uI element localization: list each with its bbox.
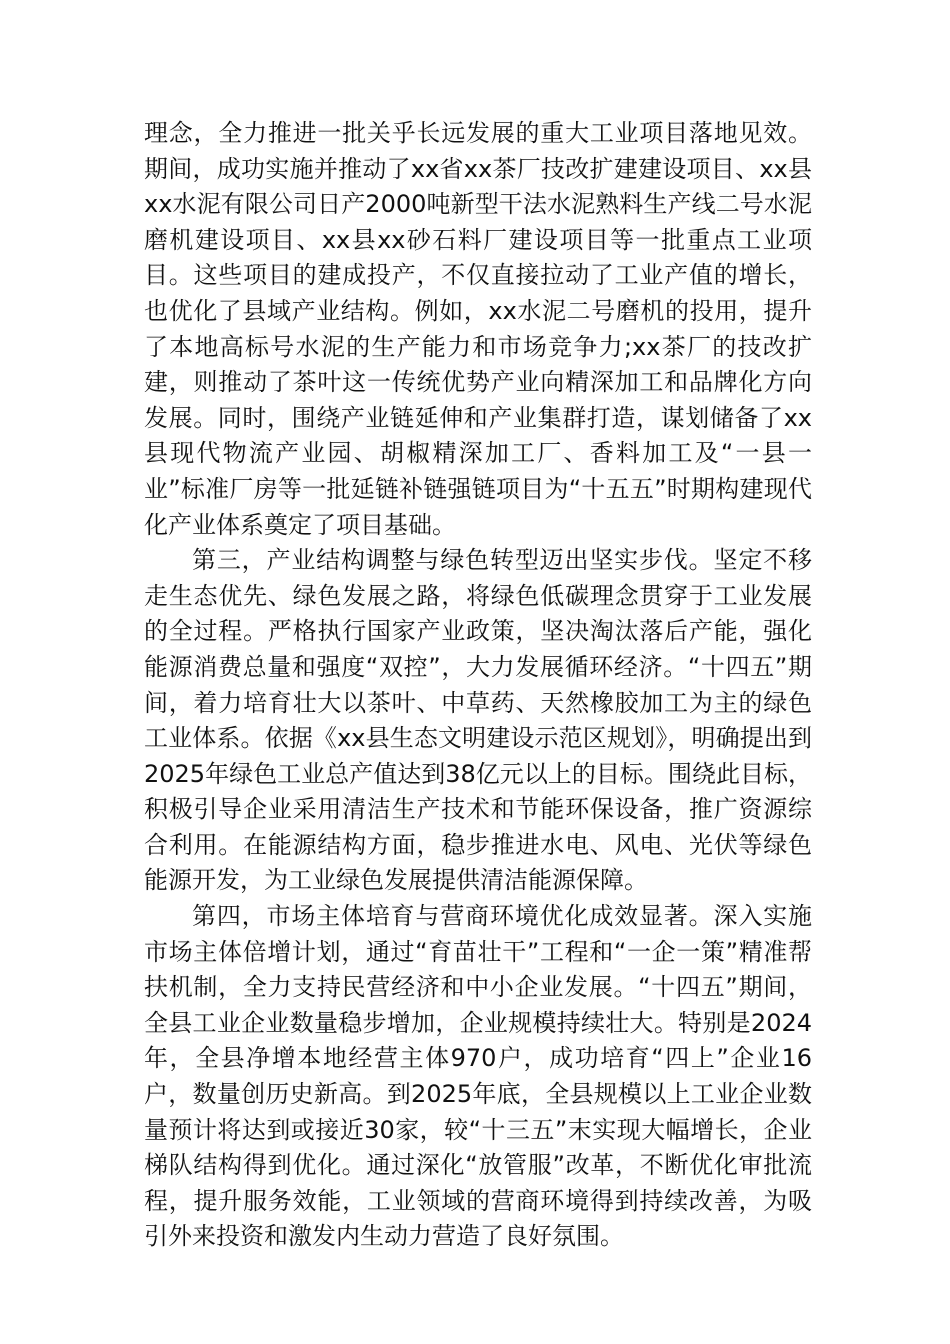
document-body [144, 116, 812, 1255]
paragraph-third-point: 第三，产业结构调整与绿色转型迈出坚实步伐。坚定不移走生态优先、绿色发展之路，将绿色低碳理念贯穿于工业发展的全过程。严格执行国家产业政策，坚决淘汰落后产能，强化能源消费总量和强度“双控”，大力发展循环经济。“十四五”期间，着力培育壮大以茶叶、中草药、天然橡胶加工为主的绿色工业体系。依据《xx县生态文明建设示范区规划》，明确提出到2025年绿色工业总产值达到38亿元以上的目标。围绕此目标，积极引导企业采用清洁生产技术和节能环保设备，推广资源综合利用。在能源结构方面，稳步推进水电、风电、光伏等绿色能源开发，为工业绿色发展提供清洁能源保障。 [144, 546, 812, 895]
paragraph-fourth-point: 第四，市场主体培育与营商环境优化成效显著。深入实施市场主体倍增计划，通过“育苗壮干”工程和“一企一策”精准帮扶机制，全力支持民营经济和中小企业发展。“十四五”期间，全县工业企业数量稳步增加，企业规模持续壮大。特别是2024年，全县净增本地经营主体970户，成功培育“四上”企业16户，数量创历史新高。到2025年底，全县规模以上工业企业数量预计将达到或接近30家，较“十三五”末实现大幅增长，企业梯队结构得到优化。通过深化“放管服”改革，不断优化审批流程，提升服务效能，工业领域的营商环境得到持续改善，为吸引外来投资和激发内生动力营造了良好氛围。 [144, 902, 812, 1251]
paragraph-continuation: 理念，全力推进一批关乎长远发展的重大工业项目落地见效。期间，成功实施并推动了xx省xx茶厂技改扩建建设项目、xx县xx水泥有限公司日产2000吨新型干法水泥熟料生产线二号水泥磨机建设项目、xx县xx砂石料厂建设项目等一批重点工业项目。这些项目的建成投产，不仅直接拉动了工业产值的增长，也优化了县域产业结构。例如，xx水泥二号磨机的投用，提升了本地高标号水泥的生产能力和市场竞争力;xx茶厂的技改扩建，则推动了茶叶这一传统优势产业向精深加工和品牌化方向发展。同时，围绕产业链延伸和产业集群打造，谋划储备了xx县现代物流产业园、胡椒精深加工厂、香料加工及“一县一业”标准厂房等一批延链补链强链项目为“十五五”时期构建现代化产业体系奠定了项目基础。 [144, 119, 812, 539]
